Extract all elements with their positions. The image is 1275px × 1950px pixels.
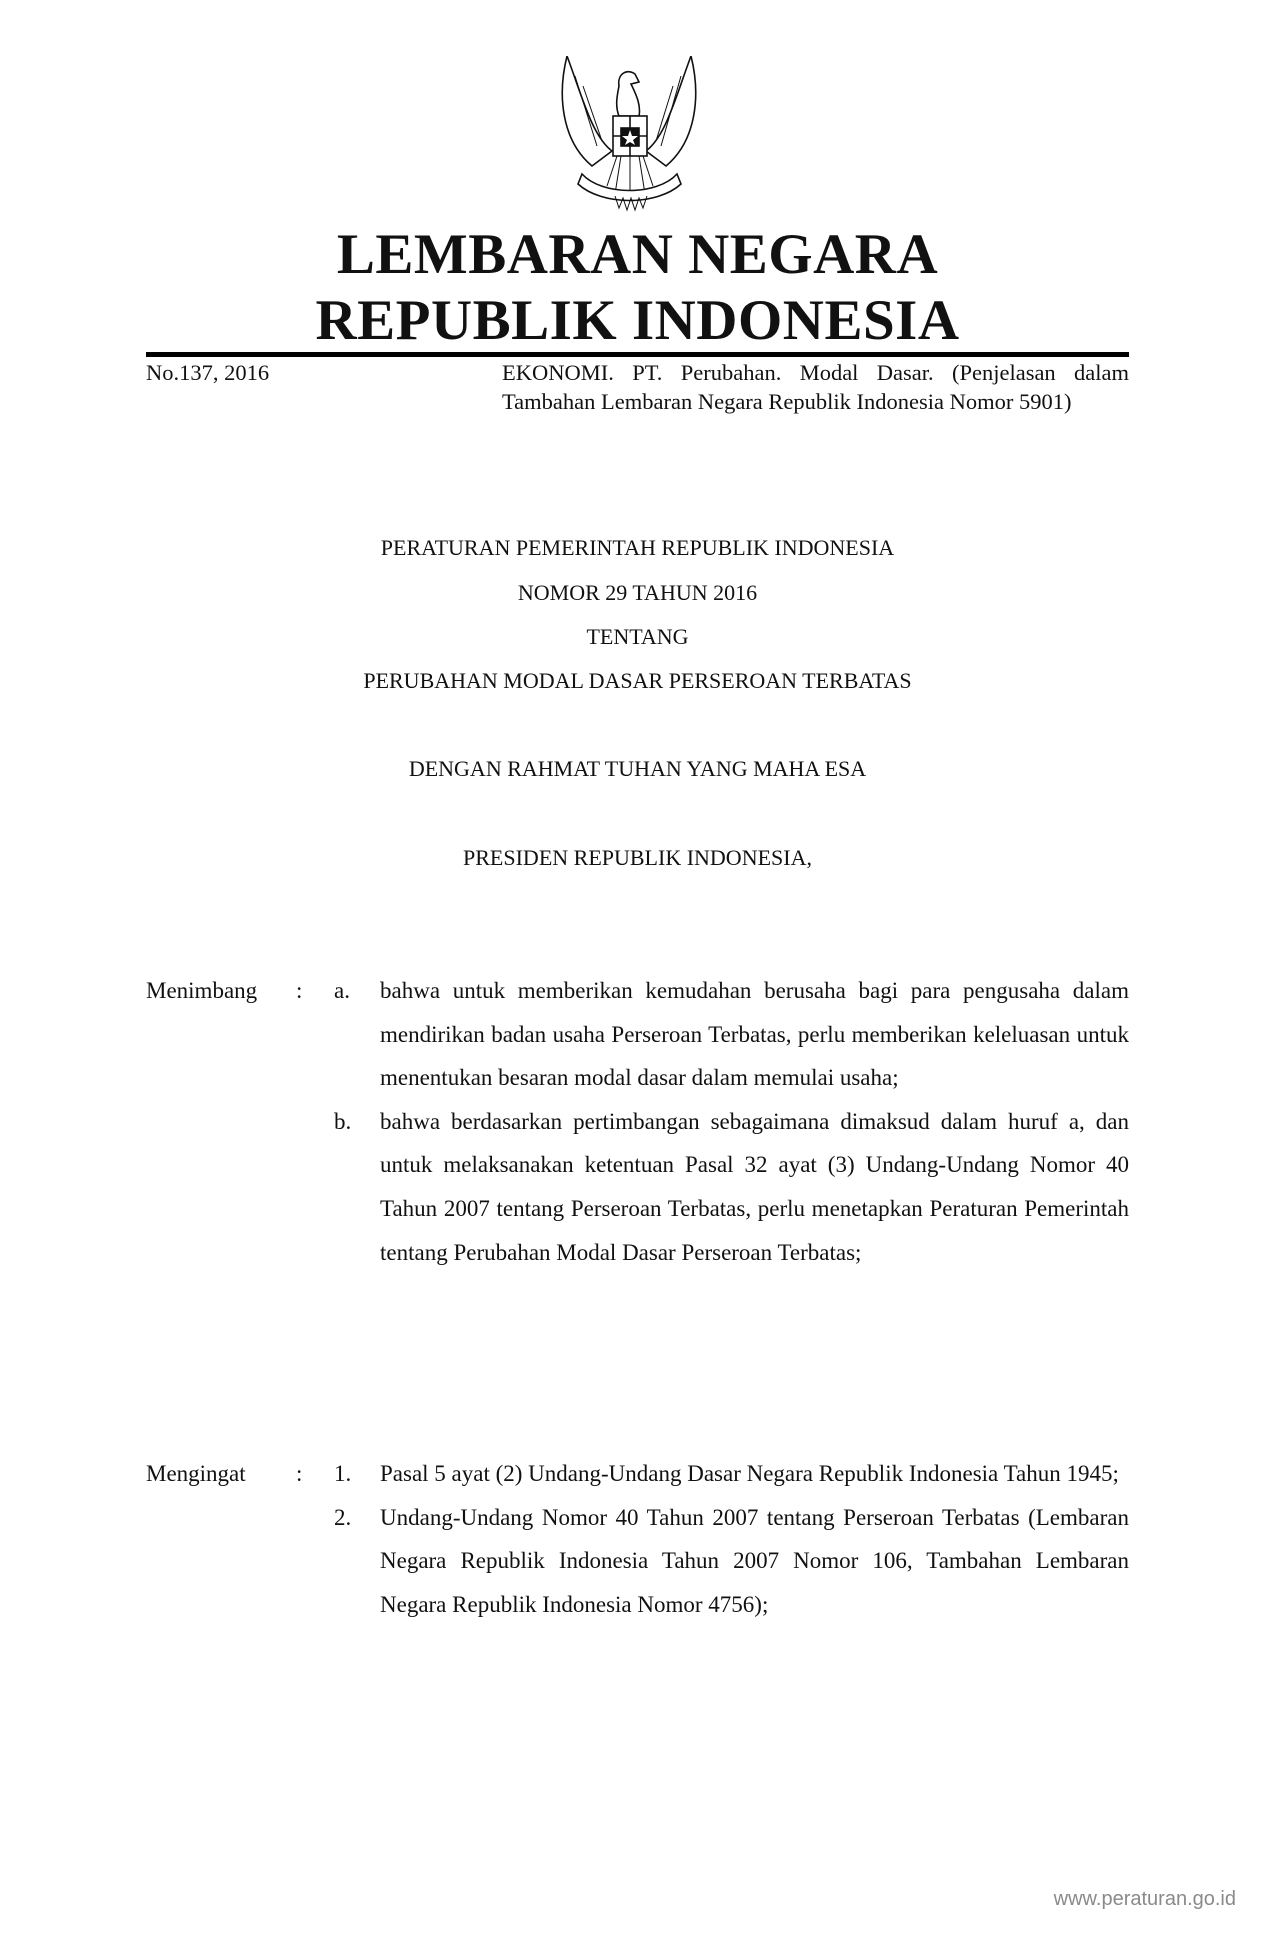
gazette-description: EKONOMI. PT. Perubahan. Modal Dasar. (Penjelasan dalam Tambahan Lembaran Negara Republik Indonesia Nomor 5901) <box>502 360 1129 414</box>
item-marker: b. <box>334 1108 352 1134</box>
item-marker: 2. <box>334 1504 352 1530</box>
item-text: bahwa berdasarkan pertimbangan sebagaimana dimaksud dalam huruf a, dan untuk melaksanakan ketentuan Pasal 32 ayat (3) Undang-Undang Nomor 40 Tahun 2007 tentang Perseroan Terbatas, perlu menetapkan Peraturan Pemerintah tentang Perubahan Modal Dasar Perseroan Terbatas; <box>380 1108 1129 1265</box>
menimbang-section <box>146 969 1129 1274</box>
header-divider <box>146 352 1129 357</box>
list-item <box>334 1100 1129 1274</box>
regulation-about: TENTANG <box>586 624 689 649</box>
gazette-title-line1: LEMBARAN NEGARA <box>336 223 939 286</box>
invocation: DENGAN RAHMAT TUHAN YANG MAHA ESA <box>408 756 867 781</box>
item-text: Undang-Undang Nomor 40 Tahun 2007 tentang Perseroan Terbatas (Lembaran Negara Republik Indonesia Tahun 2007 Nomor 106, Tambahan Lembaran Negara Republik Indonesia Nomor 4756); <box>380 1504 1129 1617</box>
mengingat-section <box>146 1452 1129 1626</box>
regulation-subject: PERUBAHAN MODAL DASAR PERSEROAN TERBATAS <box>363 668 912 693</box>
list-item <box>334 1452 1129 1496</box>
regulation-type: PERATURAN PEMERINTAH REPUBLIK INDONESIA <box>380 535 895 560</box>
section-label: Mengingat <box>146 1461 246 1486</box>
item-marker: a. <box>334 978 350 1003</box>
section-colon: : <box>296 978 303 1003</box>
item-marker: 1. <box>334 1461 352 1486</box>
section-label: Menimbang <box>146 978 258 1003</box>
section-colon: : <box>296 1461 303 1486</box>
president-heading: PRESIDEN REPUBLIK INDONESIA, <box>463 845 812 870</box>
gazette-title-line2: REPUBLIK INDONESIA <box>315 289 960 352</box>
item-text: bahwa untuk memberikan kemudahan berusaha bagi para pengusaha dalam mendirikan badan usaha Perseroan Terbatas, perlu memberikan keleluasan untuk menentukan besaran modal dasar dalam memulai usaha; <box>380 978 1129 1091</box>
gazette-number: No.137, 2016 <box>146 360 270 385</box>
item-text: Pasal 5 ayat (2) Undang-Undang Dasar Negara Republik Indonesia Tahun 1945; <box>380 1461 1119 1486</box>
list-item <box>334 1496 1129 1627</box>
garuda-emblem-icon <box>557 56 701 212</box>
footer-website-link[interactable]: www.peraturan.go.id <box>1053 1888 1236 1910</box>
regulation-number: NOMOR 29 TAHUN 2016 <box>517 580 758 605</box>
list-item <box>334 969 1129 1100</box>
